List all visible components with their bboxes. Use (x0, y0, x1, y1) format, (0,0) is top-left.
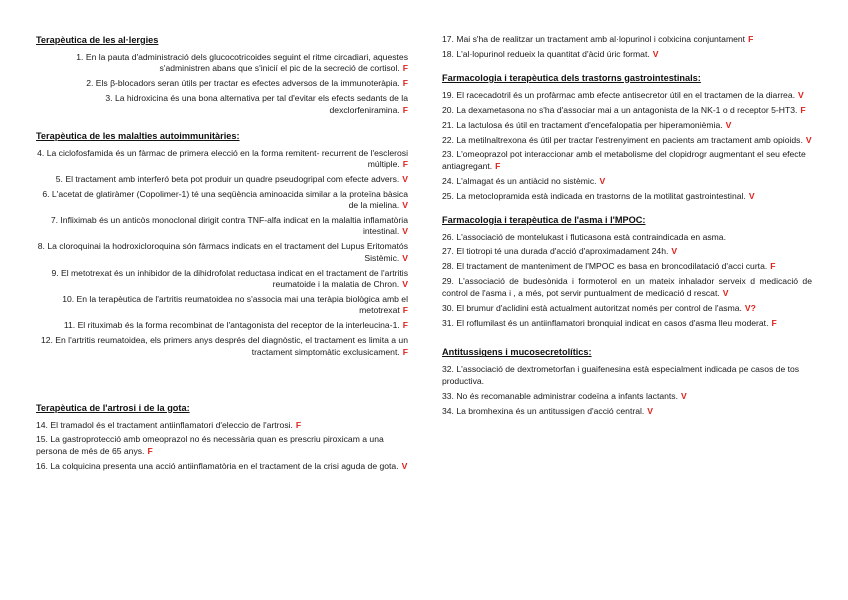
section-title-gastrointestinal: Farmacologia i terapèutica dels trastorns gastrointestinals: (442, 72, 701, 83)
question-item (36, 241, 408, 264)
question-item (36, 189, 408, 212)
question-item (442, 406, 812, 417)
question-item (442, 90, 812, 101)
question-item (442, 191, 812, 202)
answer-flag: F (402, 320, 408, 331)
question-item (36, 148, 408, 171)
question-text: 6. L'acetat de glatiràmer (Copolimer-1) té una seqüència aminoacida similar a la proteïna bàsica de la mielina. (42, 188, 408, 211)
question-item (442, 303, 812, 314)
question-text: 31. El roflumilast és un antiinflamatori bronquial indicat en casos d'asma lleu moderat. (442, 317, 769, 328)
question-text: 20. La dexametasona no s'ha d'associar mai a un antagonista de la NK-1 o d receptor 5-HT3. (442, 104, 798, 115)
question-text: 10. En la terapèutica de l'artritis reumatoidea no s'associa mai una teràpia biològica amb el metotrexat (62, 294, 408, 316)
answer-flag: F (770, 261, 776, 272)
question-item (36, 294, 408, 317)
question-item (36, 320, 408, 331)
question-text: 15. La gastroprotecció amb omeoprazol no és necessària quan es prescriu piroxicam a una persona de més de 65 anys. (36, 434, 384, 456)
answer-flag: F (771, 317, 777, 328)
question-text: 29. L'associació de budesònida i formoterol en un mateix inhalador serveix d medicació de control de l'asma i , a més, pot servir puntualment de medicació d rescat. (442, 276, 812, 298)
question-item (442, 391, 812, 402)
question-item (36, 420, 408, 431)
section-title-asthma-copd: Farmacologia i terapèutica de l'asma i l'MPOC: (442, 214, 646, 225)
question-item (36, 215, 408, 238)
question-text: 32. L'associació de dextrometorfan i guaifenesina està especialment indicada pe casos de tos productiva. (442, 364, 800, 386)
question-text: 3. La hidroxicina és una bona alternativa per tal d'evitar els efects sedants de la dexclorfeniramina. (105, 93, 408, 115)
question-text: 22. La metilnaltrexona és útil per tractar l'estrenyiment en pacients am tractament amb opioids. (442, 134, 803, 145)
question-text: 5. El tractament amb interferó beta pot produir un quadre pseudogripal com efecte advers. (55, 173, 400, 184)
answer-flag: V (402, 279, 408, 290)
question-item (442, 276, 812, 299)
section-title-autoimmune: Terapèutica de les malalties autoimmunitàries: (36, 130, 240, 141)
question-text: 1. En la pauta d'administració dels glucocotricoides seguint el ritme circadiari, aquestes s'administren abans que s'inicií el pic de la secreció de cortisol. (76, 52, 408, 74)
answer-flag: V (748, 190, 755, 201)
answer-flag: V (402, 226, 408, 237)
question-text: 2. Els β-blocadors seran útils per tractar es efectes adversos de la immunoteràpia. (86, 78, 400, 89)
question-text: 8. La cloroquinai la hodroxicloroquina són fàrmacs indicats en el tractament del Lupus Eritomatós Sistèmic. (37, 241, 408, 263)
answer-flag: V (722, 287, 729, 298)
question-text: 34. La bromhexina és un antitussigen d'acció central. (442, 405, 645, 416)
section-title-antitussives: Antitussigens i mucosecretolítics: (442, 347, 592, 358)
question-text: 16. La colquicina presenta una acció antiinflamatòria en el tractament de la crisi aguda de gota. (36, 460, 399, 471)
question-text: 30. El brumur d'aclidini està actualment autoritzat només per control de l'asma. (442, 302, 742, 313)
question-item (36, 52, 408, 75)
left-column (36, 34, 408, 476)
question-item (442, 135, 812, 146)
question-text: 18. L'al·lopurinol redueix la quantitat d'àcid úric format. (442, 48, 650, 59)
question-item (442, 318, 812, 329)
question-item (442, 261, 812, 272)
question-text: 7. Infliximab és un anticòs monoclonal dirigit contra TNF-alfa indicat en la malaltia inflamatòria intestinal. (50, 215, 408, 237)
question-text: 12. En l'artritis reumatoidea, els primers anys després del diagnòstic, el tractament es limita a un tractament simptomàtic exclusicament. (40, 335, 408, 357)
answer-flag: V (671, 246, 678, 257)
question-item (442, 49, 812, 60)
question-text: 17. Mai s'ha de realitzar un tractament amb al·lopurinol i colxicina conjuntament (442, 34, 746, 44)
answer-flag: V (805, 134, 812, 145)
question-text: 9. El metotrexat és un inhibidor de la dihidrofolat reductasa indicat en el tractament de l'artritis reumatoide i la malatia de Chron. (51, 267, 408, 290)
question-item (442, 120, 812, 131)
answer-flag: V (599, 175, 606, 186)
question-item (36, 434, 408, 457)
answer-flag: V (798, 89, 804, 100)
question-item (442, 246, 812, 257)
question-text: 24. L'almagat és un antiàcid no sistèmic. (442, 175, 597, 186)
answer-flag: F (402, 78, 408, 89)
answer-flag: V (725, 119, 732, 130)
question-item (36, 461, 408, 472)
answer-flag: F (295, 419, 302, 430)
answer-flag: F (495, 160, 501, 171)
answer-flag: F (402, 158, 408, 169)
question-item (36, 268, 408, 291)
question-item (36, 93, 408, 116)
question-text: 14. El tramadol és el tractament antiinflamatori d'eleccio de l'artrosi. (36, 419, 293, 430)
question-item (442, 34, 812, 45)
answer-flag: V (647, 405, 654, 416)
answer-flag: V (680, 390, 687, 401)
answer-flag: V (402, 252, 408, 263)
section-title-arthrosis-gout: Terapèutica de l'artrosi i de la gota: (36, 402, 190, 413)
answer-flag: F (147, 445, 153, 456)
section-title-allergies: Terapèutica de les al·lergies (36, 35, 159, 45)
question-text: 28. El tractament de manteniment de l'MPOC es basa en broncodilatació d'acci curta. (442, 261, 768, 272)
answer-flag: F (748, 34, 754, 44)
question-text: 11. El rituximab és la forma recombinat de l'antagonista del receptor de la interleucina-1. (63, 320, 400, 331)
question-text: 26. L'associació de montelukast i fluticasona està contraindicada en asma. (442, 231, 726, 242)
question-item (442, 176, 812, 187)
question-text: 33. No és recomanable administrar codeïna a infants lactants. (442, 390, 678, 401)
answer-flag: F (402, 63, 408, 74)
answer-flag: V (402, 200, 408, 211)
question-text: 21. La lactulosa és útil en tractament d'encefalopatia per hiperamonièmia. (442, 119, 723, 130)
question-item (442, 364, 812, 387)
question-text: 27. El tiotropi té una durada d'acció d'aproximadament 24h. (442, 246, 669, 257)
answer-flag: F (402, 305, 408, 316)
question-text: 4. La ciclofosfamida és un fàrmac de primera elecció en la forma remitent- recurrent de l'esclerosi múltiple. (37, 147, 408, 169)
right-column (442, 34, 812, 421)
question-item (442, 232, 812, 243)
question-item (36, 78, 408, 89)
answer-flag: F (402, 346, 408, 357)
question-text: 23. L'omeoprazol pot interaccionar amb el metabolisme del clopidrogr augmentant el seu efecte antiagregant. (442, 149, 806, 171)
answer-flag: F (402, 104, 408, 115)
question-item (442, 149, 812, 172)
question-item (36, 174, 408, 185)
answer-flag: V (402, 173, 408, 184)
question-item (36, 335, 408, 358)
answer-flag: V (652, 48, 659, 59)
answer-flag: V? (744, 302, 756, 313)
question-text: 19. El racecadotril és un profàrmac amb efecte antisecretor útil en el tractamen de la diarrea. (442, 89, 795, 100)
question-text: 25. La metoclopramida està indicada en trastorns de la motilitat gastrointestinal. (442, 190, 746, 201)
answer-flag: F (800, 104, 806, 115)
answer-flag: V (401, 460, 408, 471)
question-item (442, 105, 812, 116)
